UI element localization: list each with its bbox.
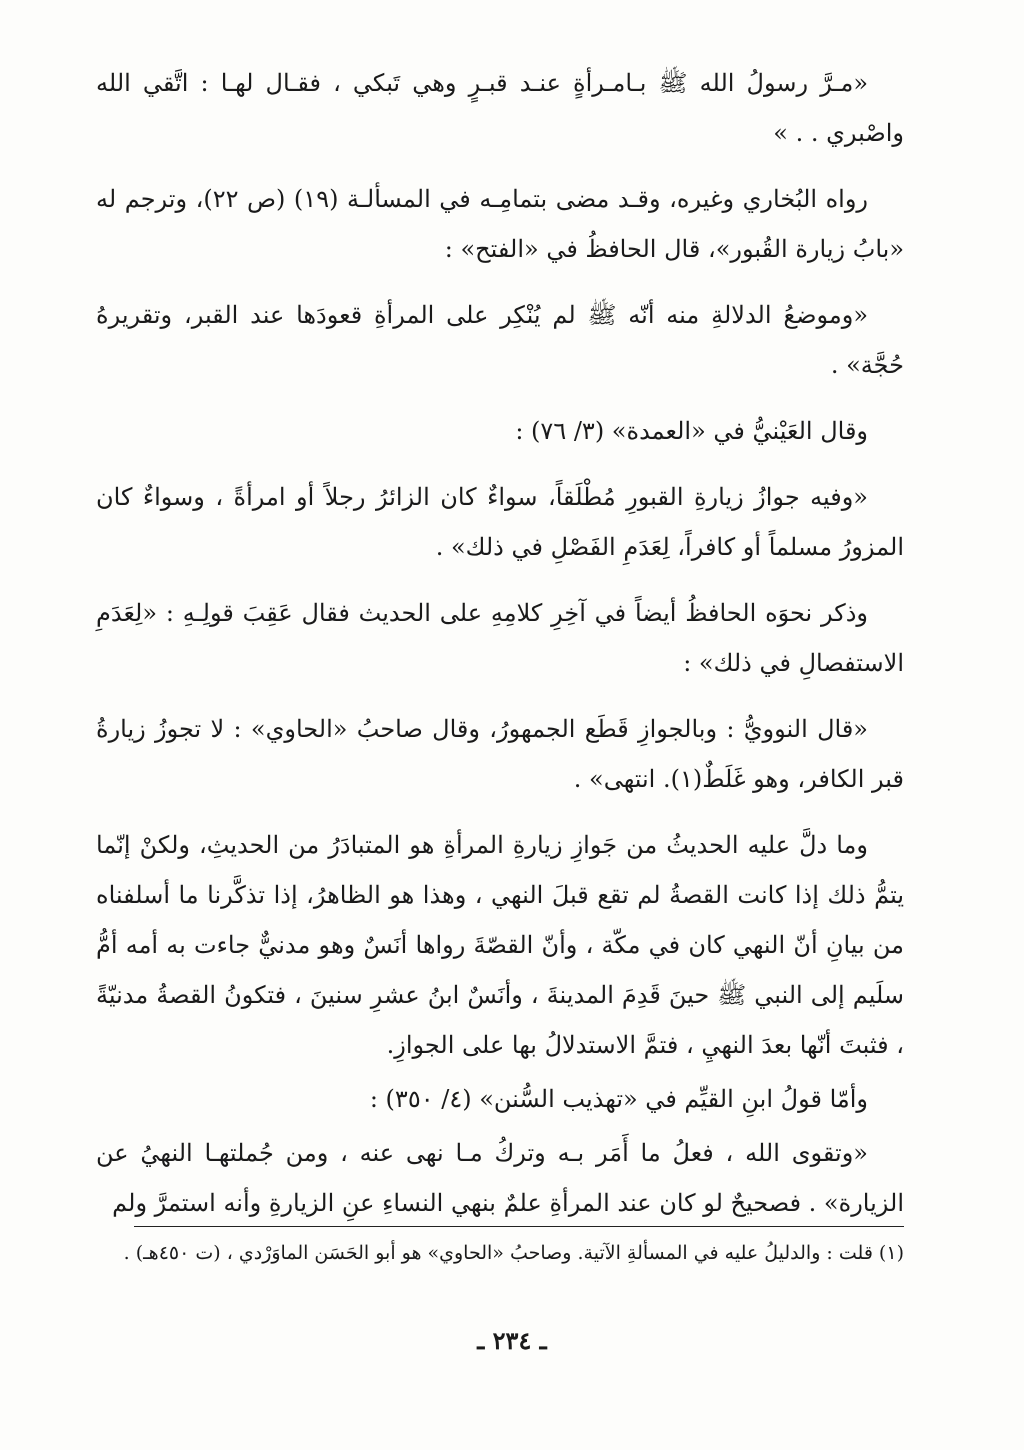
ayni-intro-paragraph: وقال العَيْنيُّ في «العمدة» (٣/ ٧٦) : <box>515 417 868 445</box>
ibn-qayyim-intro-paragraph: وأمّا قولُ ابنِ القيِّم في «تهذيب السُّنن» (٤/ ٣٥٠) : <box>369 1085 868 1113</box>
footnote-divider <box>134 1226 904 1227</box>
footnote: (١) قلت : والدليلُ عليه في المسألةِ الآتية. وصاحبُ «الحاوي» هو أبو الحَسَن الماوَرْدي ، (ت ٤٥٠هـ) . <box>123 1242 904 1264</box>
bukhari-reference-paragraph: رواه البُخاري وغيره، وقـد مضى بتمامِـه في المسألـة (١٩) (ص ٢٢)، وترجم له «بابُ زيارة القُبور»، قال الحافظُ في «الفتح» : <box>96 185 904 263</box>
hadith-quote-paragraph: «مـرَّ رسولُ الله ﷺ بـامـرأةٍ عنـد قبـرٍ وهي تَبكي ، فقـال لهـا : اتَّقي الله واصْبري . . » <box>96 69 904 147</box>
fath-quote-paragraph: «وموضعُ الدلالةِ منه أنّه ﷺ لم يُنْكِر على المرأةِ قعودَها عند القبر، وتقريرهُ حُجَّة» . <box>96 301 904 379</box>
argument-paragraph: وما دلَّ عليه الحديثُ من جَوازِ زيارةِ المرأةِ هو المتبادَرُ من الحديثِ، ولكنْ إنّما يتمُّ ذلك إذا كانت القصةُ لم تقع قبلَ النهي ، وهذا هو الظاهرُ، إذا تذكَّرنا ما أسلفناه من بيانِ أنّ النهي كان في مكّة ، وأنّ القصّةَ رواها أنَسٌ وهو مدنيٌّ جاءت به أمه أمُّ سلَيم إلى النبي ﷺ حينَ قَدِمَ المدينةَ ، وأنَسٌ ابنُ عشرِ سنينَ ، فتكونُ القصةُ مدنيّةً ، فثبتَ أنّها بعدَ النهيِ ، فتمَّ الاستدلالُ بها على الجوازِ. <box>96 831 904 1059</box>
hafiz-mention-paragraph: وذكر نحوَه الحافظُ أيضاً في آخِرِ كلامِهِ على الحديث فقال عَقِبَ قولِـهِ : «لِعَدَمِ الاستفصالِ في ذلك» : <box>96 599 904 677</box>
page-body <box>96 58 904 1244</box>
taqwa-quote-paragraph: «وتقوى الله ، فعلُ ما أَمَر بـه وتركُ مـا نهى عنه ، ومن جُملتهـا النهيُ عن الزيارة» . فصحيحٌ لو كان عند المرأةِ علمٌ بنهي النساءِ عنِ الزيارةِ وأنه استمرَّ ولم <box>96 1139 904 1217</box>
umda-quote-paragraph: «وفيه جوازُ زيارةِ القبورِ مُطْلَقاً، سواءٌ كان الزائرُ رجلاً أو امرأةً ، وسواءٌ كان المزورُ مسلماً أو كافراً، لِعَدَمِ الفَصْلِ في ذلك» . <box>96 483 904 561</box>
nawawi-quote-paragraph: «قال النوويُّ : وبالجوازِ قَطَع الجمهورُ، وقال صاحبُ «الحاوي» : لا تجوزُ زيارةُ قبر الكافر، وهو غَلَطٌ(١). انتهى» . <box>96 715 904 793</box>
page-number: ـ ٢٣٤ ـ <box>477 1326 547 1355</box>
